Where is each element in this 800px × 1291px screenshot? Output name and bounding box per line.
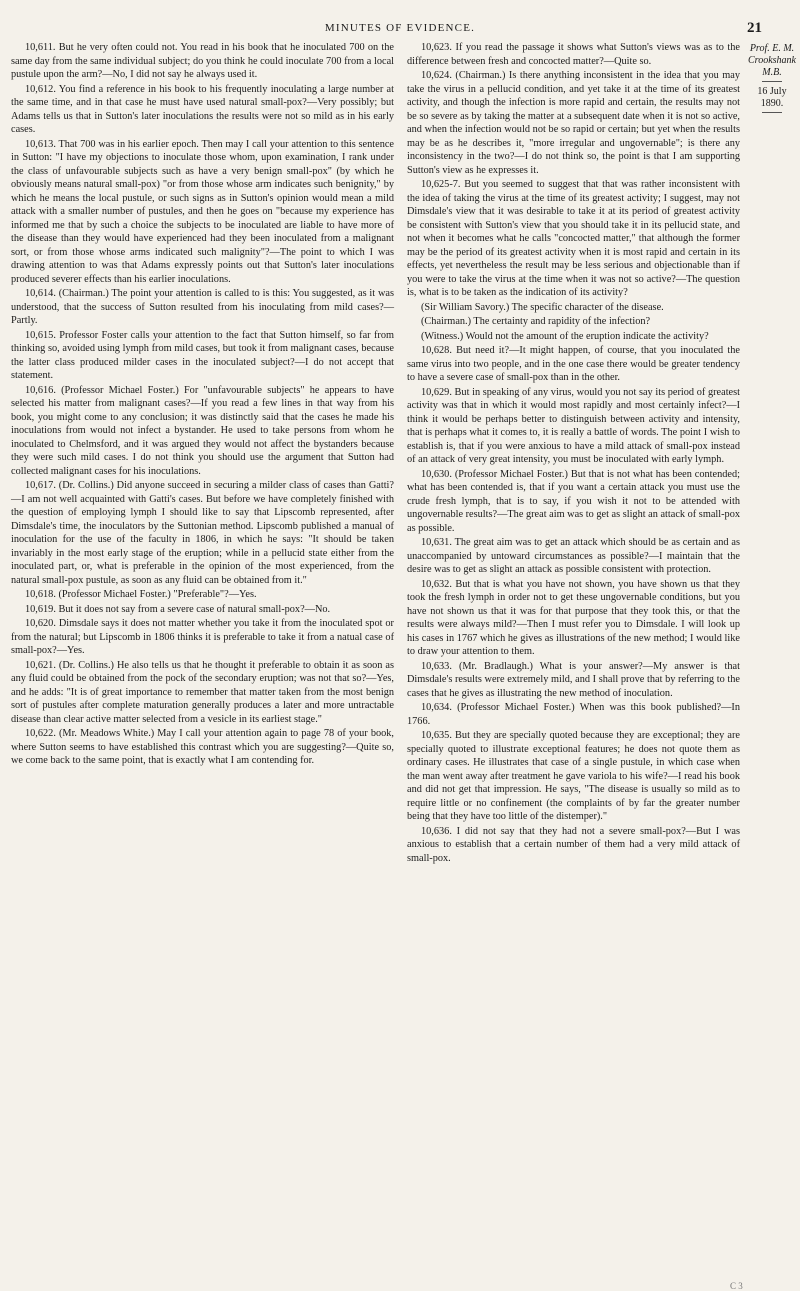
paragraph: 10,619. But it does not say from a severe case of natural small-pox?—No. (25, 603, 331, 615)
paragraph: 10,617. (Dr. Collins.) Did anyone succeed in securing a milder class of cases than Gatti?—I am not well acquainted with Gatti's cases. But before we have completely finished with the question of employing lymph I should like to say that Lipscomb represented, after Dimsdale's time, the inoculators by the Suttonian method. Lipscomb published a manual of inoculation for the use of the faculty in 1806, in which he says: "It should be taken invariably in the most early stage of the eruption; while in a pellucid state either from the inoculated part, or, what is preferable in the opinion of the most experienced, from the natural small-pox pustule, as soon as any fluid can be obtained from it." (11, 480, 394, 586)
witness-name: Prof. E. M. Crookshank M.B. (748, 43, 796, 78)
paragraph: 10,614. (Chairman.) The point your attention is called to is this: You suggested, as it was understood, that the success of Sutton resulted from his inoculating from mild cases?—Partly. (11, 288, 394, 326)
paragraph: 10,630. (Professor Michael Foster.) But that is not what has been contended; what has been contended is, that if you want a certain attack you must use the crude fresh lymph, that is to say, if you wish it not to be attended with ungovernable results?—The great aim was to get as slight an attack of small-pox as possible. (407, 468, 740, 534)
page-number: 21 (747, 20, 762, 36)
right-column (407, 41, 740, 866)
paragraph: 10,631. The great aim was to get an attack which should be as certain and as unaccompanied by untoward circumstances as possible?—I maintain that the desire was to get as slight an attack as possible consistent with protection. (407, 537, 740, 575)
paragraph: 10,636. I did not say that they had not a severe small-pox?—But I was anxious to establish that a certain number of them had a very mild attack of small-pox. (407, 825, 740, 864)
running-title: MINUTES OF EVIDENCE. (324, 22, 476, 34)
paragraph: 10,628. But need it?—It might happen, of course, that you inoculated the same virus into two people, and in the one case there would be greater tendency to have a severe case of small-pox than in the other. (407, 345, 740, 383)
hearing-date: 16 July 1890. (757, 86, 787, 109)
divider (762, 81, 782, 82)
paragraph: (Witness.) Would not the amount of the eruption indicate the activity? (421, 330, 709, 342)
paragraph: 10,612. You find a reference in his book to his frequently inoculating a large number at the same time, and in that case he must have used natural small-pox?—Very possibly; but Adams tells us that in Sutton's later inoculations the results were not so mild as in his early cases. (11, 83, 394, 135)
margin-note (746, 43, 798, 113)
paragraph: 10,618. (Professor Michael Foster.) "Preferable"?—Yes. (25, 589, 257, 600)
divider (762, 112, 782, 113)
paragraph: 10,616. (Professor Michael Foster.) For "unfavourable subjects" he appears to have selected his matter from malignant cases?—If you read a few lines in that way from his book, you might come to any conclusion; it was distinctly said that the cases he made his inoculations from would not infect a bystander. He used to take persons from whom he inoculated to Chelmsford, and it was argued they would not affect the bystanders because they were such mild cases. I do not think you should use the argument that Sutton had collected malignant cases for his inoculations. (11, 384, 394, 477)
paragraph: 10,613. That 700 was in his earlier epoch. Then may I call your attention to this sentence in Sutton: "I have my objections to inoculate those whom, upon examination, I rank under the class of unfavourable subjects such as have a very benign small-pox" (by which he obviously means natural small-pox) "or from those whose arm indicates such benignity," by which he means the local pustule, or such signs as in Sutton's opinion would mean a mild attack with a smaller number of pustules, and then he goes on "because my experience has informed me that by such a choice the subjects to be inoculated are liable to have more of the disease than they would have experienced had they been inoculated from a malignant sort, or from those whose arms indicated such malignity"?—The point to which I was drawing attention to was that Adams expressly points out that Sutton's later inoculations produced severer effects than his earlier inoculations. (11, 138, 394, 285)
paragraph: 10,621. (Dr. Collins.) He also tells us that he thought it preferable to obtain it as soon as any fluid could be obtained from the pock of the secondary eruption; was not that so?—Yes, and he adds: "It is of great importance to remember that matter taken from the most benign sort of pustules after complete maturation generally produces a later and more untractable disease than clear active matter selected from a vesicle in its earliest stage." (11, 659, 394, 725)
paragraph: 10,632. But that is what you have not shown, you have shown us that they took the fresh lymph in order not to get these ungovernable conditions, but you have not shown us that it was for that purpose that they took this, or that the results were always mild?—Then I must refer you to Dimsdale. I will look up his cases in 1767 which he gives as illustrations of the new method; I would like to draw your attention to them. (407, 578, 740, 657)
paragraph: 10,633. (Mr. Bradlaugh.) What is your answer?—My answer is that Dimsdale's results were extremely mild, and I shall prove that by referring to the cases that he gives as illustrating the new method of inoculation. (407, 660, 740, 699)
left-column (11, 41, 394, 768)
paragraph: 10,623. If you read the passage it shows what Sutton's views was as to the difference between fresh and concocted matter?—Quite so. (407, 42, 740, 67)
paragraph: (Chairman.) The certainty and rapidity of the infection? (421, 316, 651, 327)
paragraph: 10,620. Dimsdale says it does not matter whether you take it from the inoculated spot or from the natural; but Lipscomb in 1806 thinks it is preferable to take it from a natual case of small-pox?—Yes. (11, 618, 394, 656)
paragraph: 10,634. (Professor Michael Foster.) When was this book published?—In 1766. (407, 702, 740, 727)
paragraph: (Sir William Savory.) The specific character of the disease. (421, 301, 664, 313)
paragraph: 10,611. But he very often could not. You read in his book that he inoculated 700 on the same day from the same individual subject; do you think he could inoculate 700 from a local pustule upon the arm?—No, I did not say he always used it. (11, 42, 394, 80)
paragraph: 10,635. But they are specially quoted because they are exceptional; they are specially quoted to illustrate exceptional features; he does not quote them as ordinary cases. He illustrates that case of a single pustule, in which case when the man went away after treatment he gave variola to his wife?—I read his book and did not get that impression. He says, "The disease is usually so mild as to require little or no confinement (the complaints of by far the greater number being that they have too little of the distemper)." (407, 730, 740, 822)
paragraph: 10,622. (Mr. Meadows White.) May I call your attention again to page 78 of your book, where Sutton seems to have established this contrast which you are suggesting?—Quite so, we come back to the same point, that is exactly what I am contending for. (11, 728, 394, 766)
paragraph: 10,615. Professor Foster calls your attention to the fact that Sutton himself, so far from thinking so, avoided using lymph from mild cases, but took it from malignant cases, because the latter class produced milder cases in the inoculated subject?—I do not accept that statement. (11, 329, 394, 381)
paragraph: 10,629. But in speaking of any virus, would you not say its period of greatest activity was that in which it would most rapidly and most certainly infect?—I think it would be perhaps better to distinguish between activity and intensity, that is perhaps what it comes to, it is really a battle of words. The point I wish to establish is, that if you were anxious to have a mild attack of small-pox instead of an attack of very great intensity, you must be inoculated with early lymph. (407, 386, 740, 465)
paragraph: 10,624. (Chairman.) Is there anything inconsistent in the idea that you may take the virus in a pellucid condition, and yet take it at the time of its greatest activity, and though the infection is more rapid and certain, the results may not be so severe as by taking the matter at a subsequent date when it is not so active, and when the infection would not be so rapid or certain; but yet when the results may be as he describes it, "more irregular and ungovernable"; is there any inconsistency in the two?—I do not think so, the point is that I am supporting Sutton's view as he expresses it. (407, 70, 740, 176)
paragraph: 10,625-7. But you seemed to suggest that that was rather inconsistent with the idea of taking the virus at the time of its greatest activity; I suggest, may not Dimsdale's view that it was desirable to take it at its period of greatest activity be consistent with Sutton's view that you should take it in its pellucid state, and not when it becomes what he calls "concocted matter," that although the former may be the period of its greatest activity when it is most rapid and certain in its effects, yet nevertheless the result may be less serious and objectionable than if you were to take the virus at the time when it was not so active?—The question is, what is to be taken as the indication of its activity? (407, 179, 740, 298)
signature-mark: C 3 (730, 1281, 743, 1291)
page-header (0, 20, 800, 40)
